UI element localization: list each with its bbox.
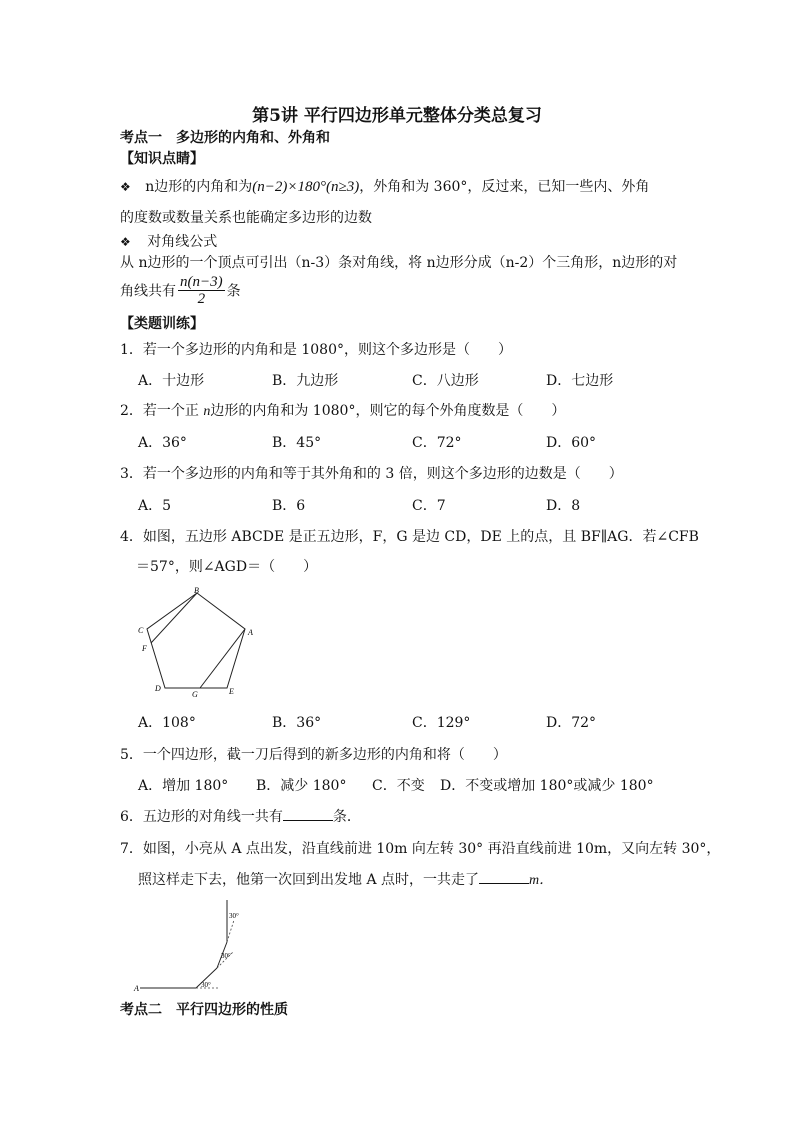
label-d: D: [155, 684, 161, 693]
extension-line-3: [227, 920, 234, 942]
q5-option-a: A．增加 180°: [138, 778, 229, 794]
section-heading-1: 考点一 多边形的内角和、外角和: [120, 130, 330, 146]
q3-option-d: D．8: [546, 498, 581, 514]
walking-path-figure: [130, 896, 260, 996]
pentagon-abcde: [147, 593, 245, 688]
practice-heading: 【类题训练】: [120, 316, 204, 332]
pentagon-figure: [130, 585, 270, 705]
q2-option-b: B．45°: [272, 435, 322, 451]
question-4-line2: ＝57°，则∠AGD＝（ ）: [136, 559, 318, 575]
diagonal-formula-line: 角线共有 $\frac{n(n-3)}{2}$ 条: [120, 274, 241, 307]
diamond-bullet-icon: ❖: [120, 235, 131, 249]
q4-option-b: B．36°: [272, 715, 322, 731]
label-a-start: A: [134, 984, 139, 993]
answer-blank: [283, 806, 333, 821]
q4-option-a: A．108°: [138, 715, 196, 731]
q1-option-a: A．十边形: [138, 373, 205, 389]
question-6: 6．五边形的对角线一共有 条．: [120, 806, 361, 826]
q5-option-b: B．减少 180°: [256, 778, 347, 794]
question-4-line1: 4．如图，五边形 ABCDE 是正五边形，F，G 是边 CD，DE 上的点，且 BF∥AG．若∠CFB: [120, 529, 699, 545]
q1-option-d: D．七边形: [546, 373, 614, 389]
q1-option-b: B．九边形: [272, 373, 339, 389]
q4-option-c: C．129°: [412, 715, 471, 731]
diagonal-count-fraction: $\frac{n(n-3)}{2}$: [180, 274, 223, 307]
q1-option-c: C．八边形: [412, 373, 479, 389]
page-title: 第5讲 平行四边形单元整体分类总复习: [252, 106, 542, 126]
segment-ag: [200, 629, 245, 688]
question-7-line2: 照这样走下去，他第一次回到出发地 A 点时，一共走了 m．: [138, 869, 553, 889]
q5-option-d: D．不变或增加 180°或减少 180°: [440, 778, 654, 794]
diagonal-explanation: 从 n边形的一个顶点可引出（n-3）条对角线，将 n边形分成（n-2）个三角形，n边形的对: [120, 255, 678, 271]
diamond-bullet-icon: ❖: [120, 180, 131, 194]
bullet-item-2: ❖ 对角线公式: [120, 234, 218, 250]
question-1: 1．若一个多边形的内角和是 1080°，则这个多边形是（ ）: [120, 342, 512, 358]
q3-option-c: C．7: [412, 498, 446, 514]
q3-option-a: A．5: [138, 498, 172, 514]
question-5: 5．一个四边形，截一刀后得到的新多边形的内角和将（ ）: [120, 747, 507, 763]
q2-option-a: A．36°: [138, 435, 187, 451]
section-heading-2: 考点二 平行四边形的性质: [120, 1002, 288, 1018]
question-7-line1: 7．如图，小亮从 A 点出发，沿直线前进 10m 向左转 30° 再沿直线前进 10m，又向左转 30°，: [120, 841, 721, 857]
label-b: B: [194, 586, 199, 595]
question-3: 3．若一个多边形的内角和等于其外角和的 3 倍，则这个多边形的边数是（ ）: [120, 466, 623, 482]
q2-option-c: C．72°: [412, 435, 462, 451]
label-a: A: [248, 628, 253, 637]
angle-label-1: 30°: [201, 981, 211, 989]
angle-label-2: 30°: [221, 952, 231, 960]
label-g: G: [192, 690, 198, 699]
question-2: 2．若一个正 n边形的内角和为 1080°，则它的每个外角度数是（ ）: [120, 403, 566, 419]
label-c: C: [138, 626, 144, 635]
interior-angle-formula: (n−2)×180°(n≥3): [252, 179, 360, 195]
label-e: E: [229, 687, 234, 696]
knowledge-heading: 【知识点睛】: [120, 151, 204, 167]
answer-blank: [479, 869, 529, 884]
q3-option-b: B．6: [272, 498, 306, 514]
q5-option-c: C．不变: [372, 778, 425, 794]
bullet-item-1-cont: 的度数或数量关系也能确定多边形的边数: [120, 210, 372, 226]
q4-option-d: D．72°: [546, 715, 597, 731]
label-f: F: [142, 644, 147, 653]
segment-bf: [151, 593, 197, 643]
bullet-item-1: ❖ n边形的内角和为(n−2)×180°(n≥3)，外角和为 360°，反过来，已知一些内、外角: [120, 179, 650, 195]
angle-label-3: 30°: [229, 912, 239, 920]
q2-option-d: D．60°: [546, 435, 597, 451]
